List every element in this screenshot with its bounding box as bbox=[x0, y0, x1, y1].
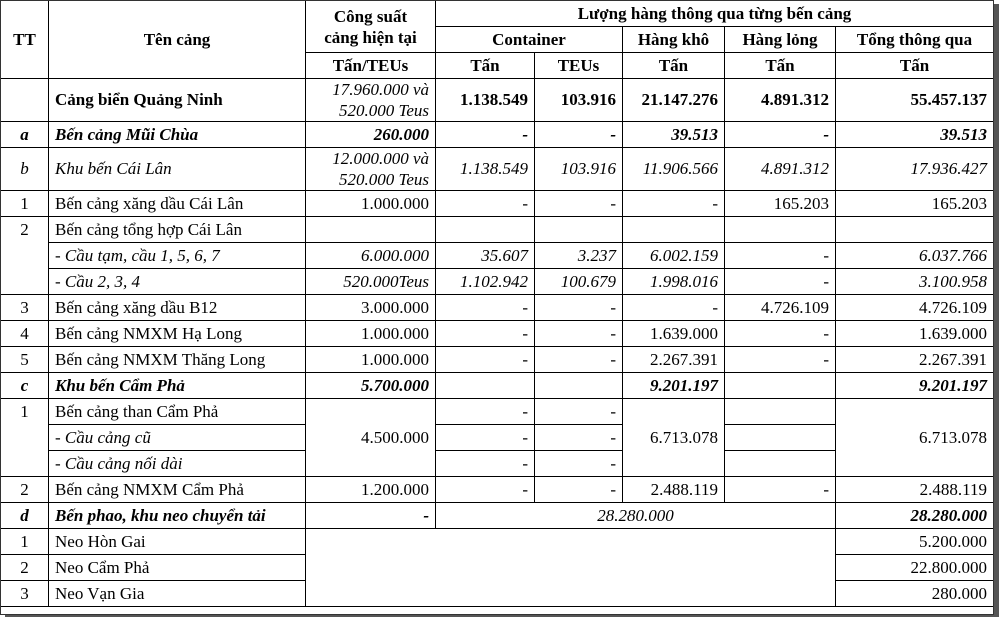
cell-container-ton: - bbox=[436, 347, 535, 373]
row-tt: 2 bbox=[1, 477, 49, 503]
cell-container-teu: 103.916 bbox=[535, 148, 623, 191]
cell-total: 22.800.000 bbox=[836, 555, 994, 581]
unit-capacity: Tấn/TEUs bbox=[306, 53, 436, 79]
unit-dry: Tấn bbox=[623, 53, 725, 79]
row-tt: 2 bbox=[1, 217, 49, 243]
table-row bbox=[1, 321, 994, 347]
cell-container-ton: - bbox=[436, 321, 535, 347]
cell-liquid: - bbox=[725, 347, 836, 373]
unit-container-teu: TEUs bbox=[535, 53, 623, 79]
row-capacity: 6.000.000 bbox=[306, 243, 436, 269]
cell-container-ton: 1.138.549 bbox=[436, 148, 535, 191]
cell-liquid: 4.891.312 bbox=[725, 79, 836, 122]
empty-merged-area bbox=[306, 529, 836, 607]
cell-total: 28.280.000 bbox=[836, 503, 994, 529]
capacity-line2: 520.000 Teus bbox=[338, 170, 429, 189]
cell-total: 165.203 bbox=[836, 191, 994, 217]
row-capacity bbox=[306, 79, 436, 122]
row-name: Bến cảng NMXM Hạ Long bbox=[49, 321, 306, 347]
row-capacity bbox=[306, 148, 436, 191]
row-name: Cảng biển Quảng Ninh bbox=[49, 79, 306, 122]
header-cong-suat bbox=[306, 1, 436, 53]
cell-merged-throughput: 28.280.000 bbox=[436, 503, 836, 529]
cell-liquid: 4.726.109 bbox=[725, 295, 836, 321]
row-tt: 3 bbox=[1, 581, 49, 607]
cell-total: 6.037.766 bbox=[836, 243, 994, 269]
cell-container-ton: - bbox=[436, 425, 535, 451]
cell-liquid: - bbox=[725, 321, 836, 347]
cell-liquid: - bbox=[725, 243, 836, 269]
unit-liquid: Tấn bbox=[725, 53, 836, 79]
cell-dry: 6.002.159 bbox=[623, 243, 725, 269]
row-tt: 1 bbox=[1, 529, 49, 555]
cell-container-teu: - bbox=[535, 122, 623, 148]
capacity-line2: 520.000 Teus bbox=[338, 101, 429, 120]
row-tt: d bbox=[1, 503, 49, 529]
header-container: Container bbox=[436, 27, 623, 53]
cell-container-teu: - bbox=[535, 451, 623, 477]
row-capacity: 1.000.000 bbox=[306, 321, 436, 347]
cell-total: 2.267.391 bbox=[836, 347, 994, 373]
cell-total: 3.100.958 bbox=[836, 269, 994, 295]
row-tt: c bbox=[1, 373, 49, 399]
header-luong-hang: Lượng hàng thông qua từng bến cảng bbox=[436, 1, 994, 27]
table-row bbox=[1, 217, 994, 243]
cell-dry: - bbox=[623, 295, 725, 321]
cell-dry: - bbox=[623, 191, 725, 217]
cell-container-teu: 100.679 bbox=[535, 269, 623, 295]
table-row bbox=[1, 122, 994, 148]
cell-dry: 1.639.000 bbox=[623, 321, 725, 347]
table-row bbox=[1, 373, 994, 399]
row-name: Bến phao, khu neo chuyển tải bbox=[49, 503, 306, 529]
row-tt: 3 bbox=[1, 295, 49, 321]
header-tt: TT bbox=[1, 1, 49, 79]
header-tong-thong-qua: Tổng thông qua bbox=[836, 27, 994, 53]
cell-container-ton: 1.138.549 bbox=[436, 79, 535, 122]
table-row bbox=[1, 79, 994, 122]
cell-container-teu: 3.237 bbox=[535, 243, 623, 269]
cell-total: 2.488.119 bbox=[836, 477, 994, 503]
row-name: Bến cảng than Cẩm Phả bbox=[49, 399, 306, 425]
table-row bbox=[1, 269, 994, 295]
cell-liquid: 4.891.312 bbox=[725, 148, 836, 191]
cell-container-teu: - bbox=[535, 477, 623, 503]
cell-dry: 2.267.391 bbox=[623, 347, 725, 373]
cell-total: 280.000 bbox=[836, 581, 994, 607]
row-name: Bến cảng Mũi Chùa bbox=[49, 122, 306, 148]
table-row bbox=[1, 503, 994, 529]
row-capacity: 4.500.000 bbox=[306, 399, 436, 477]
cell-total: 5.200.000 bbox=[836, 529, 994, 555]
row-capacity: 1.000.000 bbox=[306, 191, 436, 217]
cell-container-ton: - bbox=[436, 399, 535, 425]
cell-container-ton: 35.607 bbox=[436, 243, 535, 269]
cell-container-ton: - bbox=[436, 191, 535, 217]
table-row bbox=[1, 347, 994, 373]
table-row bbox=[1, 191, 994, 217]
table-row bbox=[1, 529, 994, 555]
cell-dry: 1.998.016 bbox=[623, 269, 725, 295]
cell-container-ton: - bbox=[436, 451, 535, 477]
header-cong-suat-line1: Công suất bbox=[333, 6, 408, 26]
cell-total: 4.726.109 bbox=[836, 295, 994, 321]
capacity-line1: 12.000.000 và bbox=[332, 149, 429, 168]
header-hang-long: Hàng lỏng bbox=[725, 27, 836, 53]
row-name: Neo Vạn Gia bbox=[49, 581, 306, 607]
row-name: Bến cảng tổng hợp Cái Lân bbox=[49, 217, 306, 243]
row-tt: 5 bbox=[1, 347, 49, 373]
row-name: Khu bến Cái Lân bbox=[49, 148, 306, 191]
cell-container-ton: - bbox=[436, 477, 535, 503]
cell-dry: 21.147.276 bbox=[623, 79, 725, 122]
row-name: Bến cảng xăng dầu Cái Lân bbox=[49, 191, 306, 217]
cell-liquid: 165.203 bbox=[725, 191, 836, 217]
table-row bbox=[1, 399, 994, 425]
cell-container-teu: 103.916 bbox=[535, 79, 623, 122]
cell-total: 9.201.197 bbox=[836, 373, 994, 399]
capacity-line1: 17.960.000 và bbox=[332, 80, 429, 99]
header-cong-suat-line2: cảng hiện tại bbox=[324, 27, 417, 47]
cell-container-ton: - bbox=[436, 122, 535, 148]
row-name: Bến cảng NMXM Cẩm Phả bbox=[49, 477, 306, 503]
header-row-1 bbox=[1, 1, 994, 27]
cell-liquid: - bbox=[725, 122, 836, 148]
row-tt: 1 bbox=[1, 399, 49, 425]
row-name: Khu bến Cẩm Phả bbox=[49, 373, 306, 399]
cell-liquid: - bbox=[725, 269, 836, 295]
cell-container-teu: - bbox=[535, 321, 623, 347]
row-tt: 2 bbox=[1, 555, 49, 581]
cell-total: 55.457.137 bbox=[836, 79, 994, 122]
cell-total: 1.639.000 bbox=[836, 321, 994, 347]
cell-dry: 11.906.566 bbox=[623, 148, 725, 191]
unit-container-ton: Tấn bbox=[436, 53, 535, 79]
cell-dry: 9.201.197 bbox=[623, 373, 725, 399]
table-row bbox=[1, 148, 994, 191]
cell-total: 6.713.078 bbox=[836, 399, 994, 477]
cell-container-teu: - bbox=[535, 347, 623, 373]
cell-dry: 6.713.078 bbox=[623, 399, 725, 477]
row-capacity: 5.700.000 bbox=[306, 373, 436, 399]
row-capacity: 1.200.000 bbox=[306, 477, 436, 503]
header-hang-kho: Hàng khô bbox=[623, 27, 725, 53]
table-row bbox=[1, 243, 994, 269]
row-name: Bến cảng NMXM Thăng Long bbox=[49, 347, 306, 373]
row-capacity: 520.000Teus bbox=[306, 269, 436, 295]
row-tt: a bbox=[1, 122, 49, 148]
row-capacity: - bbox=[306, 503, 436, 529]
cell-liquid: - bbox=[725, 477, 836, 503]
table-row bbox=[1, 295, 994, 321]
cell-container-teu: - bbox=[535, 295, 623, 321]
cell-total: 39.513 bbox=[836, 122, 994, 148]
row-name: - Cầu cảng cũ bbox=[49, 425, 306, 451]
row-tt: b bbox=[1, 148, 49, 191]
cell-container-teu: - bbox=[535, 191, 623, 217]
unit-total: Tấn bbox=[836, 53, 994, 79]
row-capacity: 260.000 bbox=[306, 122, 436, 148]
row-name: - Cầu tạm, cầu 1, 5, 6, 7 bbox=[49, 243, 306, 269]
cell-container-ton: - bbox=[436, 295, 535, 321]
cell-total: 17.936.427 bbox=[836, 148, 994, 191]
cell-dry: 39.513 bbox=[623, 122, 725, 148]
row-name: Neo Hòn Gai bbox=[49, 529, 306, 555]
row-name: Bến cảng xăng dầu B12 bbox=[49, 295, 306, 321]
cell-container-teu: - bbox=[535, 399, 623, 425]
row-tt: 4 bbox=[1, 321, 49, 347]
header-ten-cang: Tên cảng bbox=[49, 1, 306, 79]
row-capacity: 1.000.000 bbox=[306, 347, 436, 373]
cell-container-ton: 1.102.942 bbox=[436, 269, 535, 295]
cell-container-teu: - bbox=[535, 425, 623, 451]
row-name: Neo Cẩm Phả bbox=[49, 555, 306, 581]
cell-dry: 2.488.119 bbox=[623, 477, 725, 503]
row-capacity: 3.000.000 bbox=[306, 295, 436, 321]
row-tt: 1 bbox=[1, 191, 49, 217]
row-name: - Cầu cảng nối dài bbox=[49, 451, 306, 477]
table-row bbox=[1, 477, 994, 503]
row-name: - Cầu 2, 3, 4 bbox=[49, 269, 306, 295]
